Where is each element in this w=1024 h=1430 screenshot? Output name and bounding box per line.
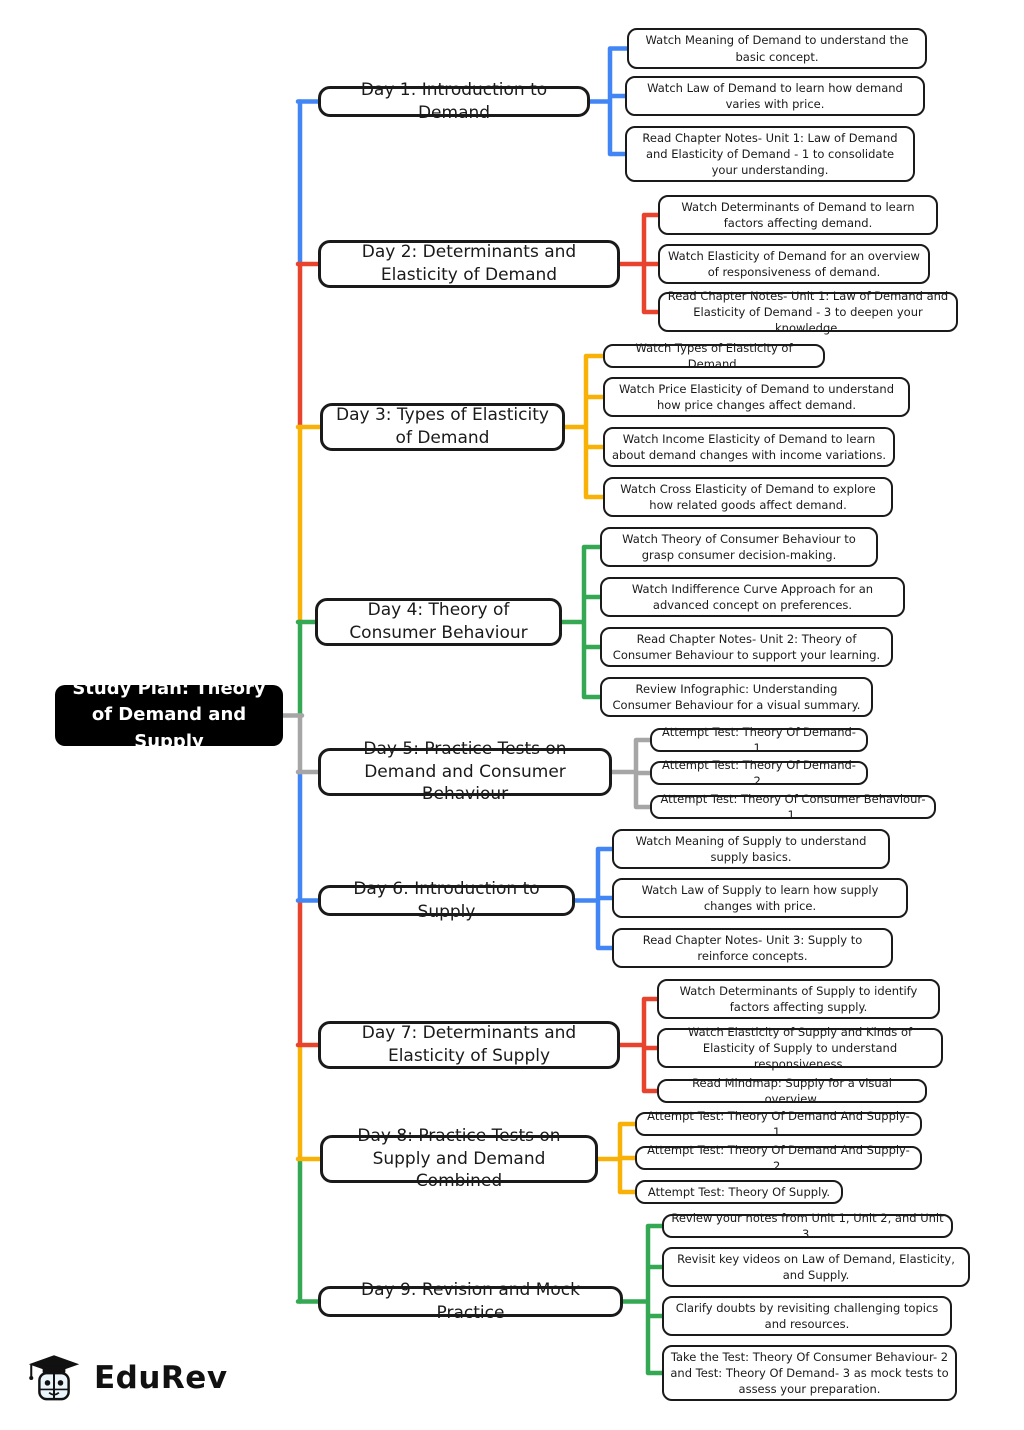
leaf-day-1-1: Watch Meaning of Demand to understand the basic concept. [627,28,927,69]
leaf-connector-day-5 [612,740,654,807]
leaf-day-7-1: Watch Determinants of Supply to identify factors affecting supply. [657,979,940,1019]
leaf-day-4-4: Review Infographic: Understanding Consumer Behaviour for a visual summary. [600,677,873,717]
leaf-day-3-4: Watch Cross Elasticity of Demand to explore how related goods affect demand. [603,477,893,517]
leaf-day-9-2: Revisit key videos on Law of Demand, Elasticity, and Supply. [662,1247,970,1287]
leaf-day-2-1: Watch Determinants of Demand to learn factors affecting demand. [658,195,938,235]
branch-day-1: Day 1: Introduction to Demand [318,86,590,117]
leaf-day-4-1: Watch Theory of Consumer Behaviour to grasp consumer decision-making. [600,527,878,567]
branch-day-5: Day 5: Practice Tests on Demand and Consumer Behaviour [318,748,612,796]
edurev-logo [28,1352,228,1404]
leaf-day-7-2: Watch Elasticity of Supply and Kinds of Elasticity of Supply to understand responsiveness. [657,1028,943,1068]
leaf-day-6-1: Watch Meaning of Supply to understand supply basics. [612,829,890,869]
leaf-day-9-1: Review your notes from Unit 1, Unit 2, and Unit 3. [662,1214,953,1238]
leaf-connector-day-2 [620,215,662,312]
leaf-connector-day-9 [623,1226,666,1373]
leaf-day-3-3: Watch Income Elasticity of Demand to learn about demand changes with income variations. [603,427,895,467]
leaf-day-2-2: Watch Elasticity of Demand for an overview of responsiveness of demand. [658,244,930,284]
branch-day-4: Day 4: Theory of Consumer Behaviour [315,598,562,646]
leaf-connector-day-4 [562,547,604,697]
leaf-connector-day-7 [620,999,661,1091]
leaf-day-9-3: Clarify doubts by revisiting challenging topics and resources. [662,1296,952,1336]
leaf-day-8-3: Attempt Test: Theory Of Supply. [635,1180,843,1204]
leaf-day-6-3: Read Chapter Notes- Unit 3: Supply to reinforce concepts. [612,928,893,968]
leaf-day-5-2: Attempt Test: Theory Of Demand- 2. [650,761,868,785]
leaf-connector-day-3 [565,356,607,497]
leaf-day-6-2: Watch Law of Supply to learn how supply changes with price. [612,878,908,918]
leaf-day-7-3: Read Mindmap: Supply for a visual overview. [657,1079,927,1103]
leaf-day-2-3: Read Chapter Notes- Unit 1: Law of Demand and Elasticity of Demand - 3 to deepen your knowledge. [658,292,958,332]
leaf-connector-day-6 [575,849,616,948]
branch-day-2: Day 2: Determinants and Elasticity of Demand [318,240,620,288]
leaf-day-9-4: Take the Test: Theory Of Consumer Behaviour- 2 and Test: Theory Of Demand- 3 as mock tests to assess your preparation. [662,1345,957,1401]
branch-day-6: Day 6: Introduction to Supply [318,885,575,916]
leaf-day-1-2: Watch Law of Demand to learn how demand varies with price. [625,76,925,116]
leaf-connector-day-8 [598,1124,639,1192]
leaf-day-5-3: Attempt Test: Theory Of Consumer Behaviour- 1. [650,795,936,819]
edurev-logo-icon [28,1352,80,1404]
leaf-day-4-2: Watch Indifference Curve Approach for an advanced concept on preferences. [600,577,905,617]
branch-day-3: Day 3: Types of Elasticity of Demand [320,403,565,451]
root-node: Study Plan: Theory of Demand and Supply [55,685,283,746]
leaf-day-8-1: Attempt Test: Theory Of Demand And Supply- 1. [635,1112,922,1136]
branch-day-9: Day 9: Revision and Mock Practice [318,1286,623,1317]
leaf-day-8-2: Attempt Test: Theory Of Demand And Supply- 2. [635,1146,922,1170]
leaf-day-3-2: Watch Price Elasticity of Demand to understand how price changes affect demand. [603,377,910,417]
branch-day-8: Day 8: Practice Tests on Supply and Demand Combined [320,1135,598,1183]
leaf-day-4-3: Read Chapter Notes- Unit 2: Theory of Consumer Behaviour to support your learning. [600,627,893,667]
edurev-brand-text: EduRev [94,1360,228,1396]
branch-day-7: Day 7: Determinants and Elasticity of Supply [318,1021,620,1069]
leaf-day-1-3: Read Chapter Notes- Unit 1: Law of Demand and Elasticity of Demand - 1 to consolidate your understanding. [625,126,915,182]
leaf-day-3-1: Watch Types of Elasticity of Demand. [603,344,825,368]
leaf-day-5-1: Attempt Test: Theory Of Demand- 1. [650,728,868,752]
